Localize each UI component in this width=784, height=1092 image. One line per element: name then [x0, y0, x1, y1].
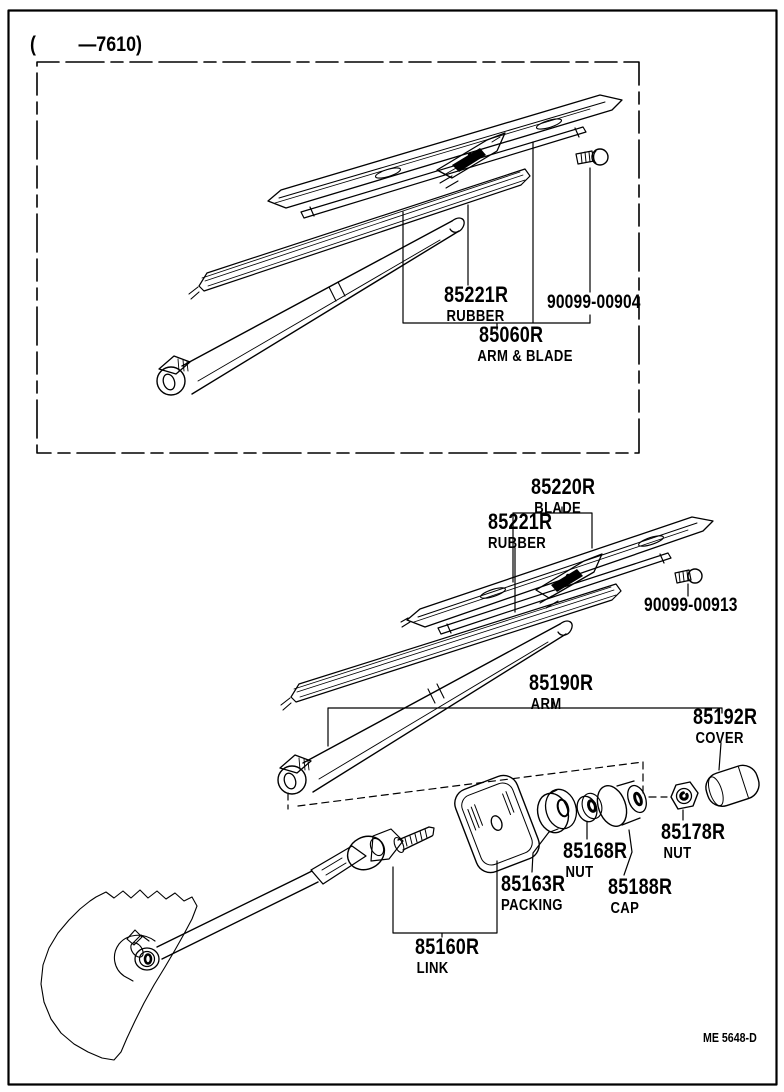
pivot-cover-drawing — [702, 761, 763, 810]
leader-cover — [719, 743, 721, 770]
part-number: 85192R — [693, 704, 758, 729]
part-label-rubber — [488, 511, 552, 552]
cowl-panel-outline — [41, 890, 197, 1060]
part-name: CAP — [610, 900, 640, 917]
model-range-open-paren: ( — [30, 33, 36, 56]
blade-drawing — [268, 95, 622, 218]
leader-packing — [532, 832, 549, 872]
part-number: 90099-00913 — [644, 595, 738, 616]
part-label-arm-and-blade — [479, 324, 573, 365]
part-number: 85060R — [479, 322, 544, 347]
part-label-top-rubber — [444, 284, 508, 325]
part-label-link — [415, 936, 479, 977]
part-number: 85221R — [488, 509, 553, 534]
part-number: 85168R — [563, 838, 628, 863]
model-range-note — [30, 33, 142, 57]
model-range-value: —7610) — [78, 33, 142, 56]
part-number: 85190R — [529, 670, 594, 695]
bracket-arm — [328, 702, 722, 746]
part-name: NUT — [663, 845, 692, 862]
part-label-cover — [693, 706, 757, 747]
packing-disc-drawing — [533, 786, 581, 837]
part-number: 90099-00904 — [547, 292, 641, 313]
part-name: LINK — [416, 960, 449, 977]
part-label-screw — [644, 596, 738, 615]
wiper-arm-drawing — [157, 218, 464, 395]
part-name: BLADE — [534, 500, 582, 517]
part-label-cap — [608, 876, 672, 917]
part-label-packing — [501, 873, 565, 914]
part-name: RUBBER — [446, 308, 505, 325]
part-number: 85160R — [415, 934, 480, 959]
inner-nut-drawing — [574, 791, 605, 825]
part-number: 85221R — [444, 282, 509, 307]
part-name: RUBBER — [488, 535, 547, 552]
part-name: PACKING — [501, 897, 563, 914]
screw-drawing — [576, 149, 608, 165]
part-label-arm — [529, 672, 593, 713]
part-label-top-screw — [547, 293, 641, 312]
bracket-link — [393, 861, 497, 937]
part-number: 85178R — [661, 819, 726, 844]
cap-drawing — [592, 781, 650, 830]
outer-nut-drawing — [671, 782, 698, 809]
part-number: 85220R — [531, 474, 596, 499]
part-name: ARM & BLADE — [477, 348, 573, 365]
part-name: COVER — [695, 730, 744, 747]
part-label-outer-nut — [661, 821, 725, 862]
pivot-shaft-drawing — [342, 827, 434, 876]
part-number: 85188R — [608, 874, 673, 899]
blade-drawing — [401, 517, 713, 634]
link-rod-drawing — [157, 846, 366, 959]
linkage-drawing — [41, 827, 434, 1060]
screw-drawing — [675, 569, 702, 583]
part-name: NUT — [565, 864, 594, 881]
part-number: 85163R — [501, 871, 566, 896]
page-reference-code: ME 5648-D — [703, 1031, 757, 1045]
part-name: ARM — [530, 696, 562, 713]
rubber-strip-drawing — [189, 169, 530, 299]
